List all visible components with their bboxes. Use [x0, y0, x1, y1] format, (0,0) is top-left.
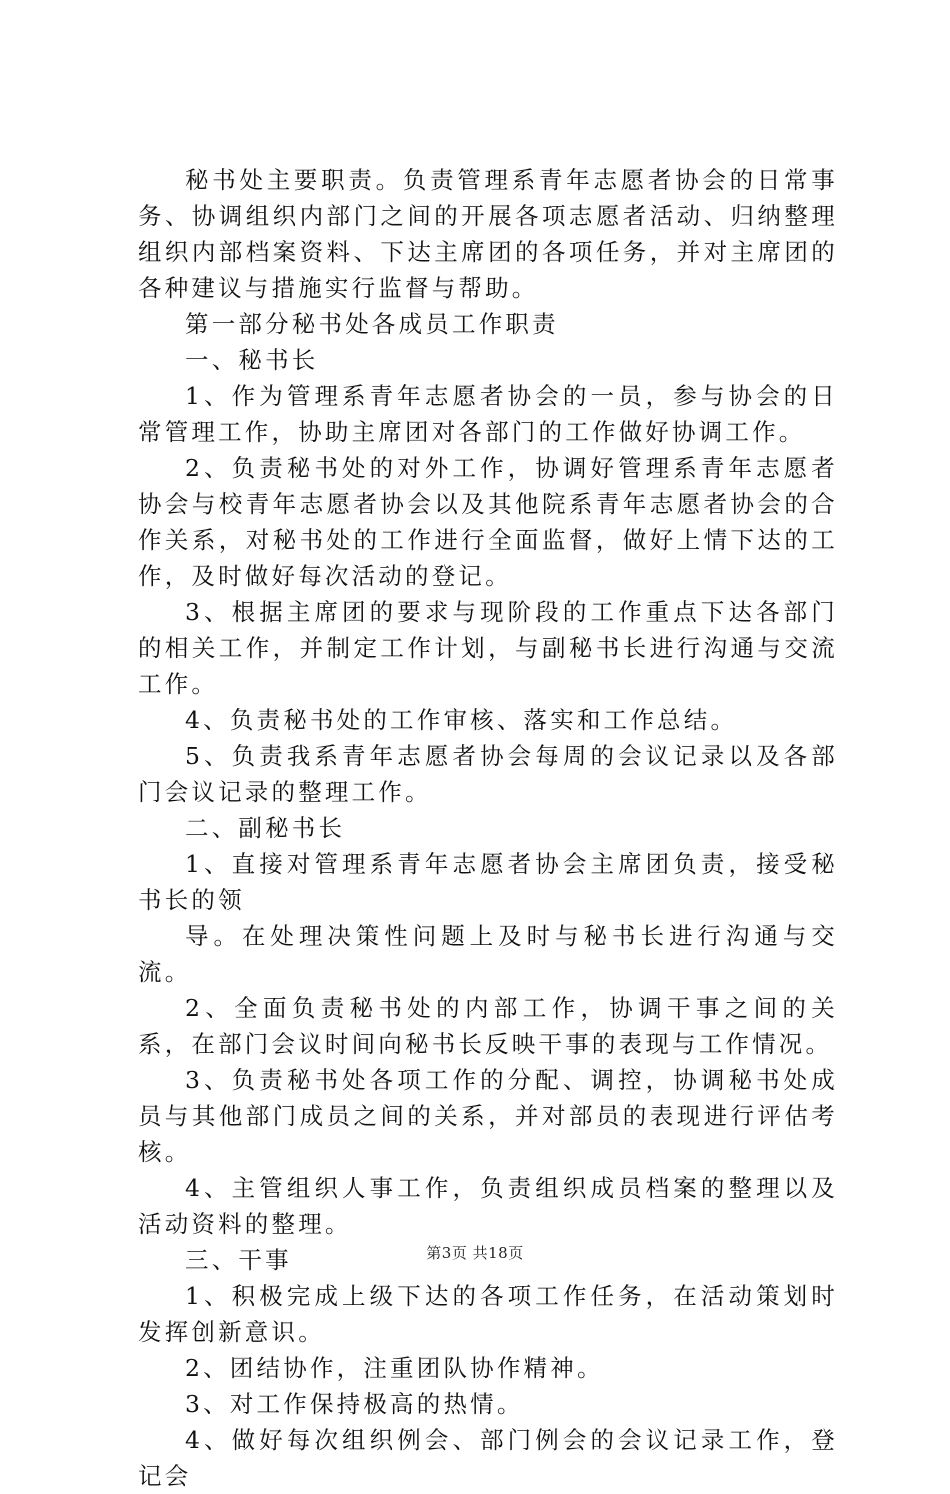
list-item: 1、积极完成上级下达的各项工作任务，在活动策划时发挥创新意识。: [138, 1282, 838, 1346]
list-item: 3、根据主席团的要求与现阶段的工作重点下达各部门的相关工作，并制定工作计划，与副秘书长进行沟通与交流工作。: [138, 598, 838, 698]
list-item: 3、对工作保持极高的热情。: [185, 1390, 524, 1418]
list-item: 4、主管组织人事工作，负责组织成员档案的整理以及活动资料的整理。: [138, 1174, 838, 1238]
list-item: 4、做好每次组织例会、部门例会的会议记录工作，登记会: [138, 1426, 838, 1490]
list-item: 2、全面负责秘书处的内部工作，协调干事之间的关系，在部门会议时间向秘书长反映干事的表现与工作情况。: [138, 994, 838, 1058]
subsection-heading-secretary-general: 一、秘书长: [185, 346, 319, 374]
list-item: 3、负责秘书处各项工作的分配、调控，协调秘书处成员与其他部门成员之间的关系，并对部员的表现进行评估考核。: [138, 1066, 838, 1166]
subsection-heading-deputy-secretary: 二、副秘书长: [185, 814, 346, 842]
paragraph-intro: 秘书处主要职责。负责管理系青年志愿者协会的日常事务、协调组织内部门之间的开展各项志愿者活动、归纳整理组织内部档案资料、下达主席团的各项任务，并对主席团的各种建议与措施实行监督与帮助。: [138, 166, 838, 302]
list-item: 1、直接对管理系青年志愿者协会主席团负责，接受秘书长的领: [138, 850, 838, 914]
section-heading: 第一部分秘书处各成员工作职责: [185, 310, 559, 338]
page-number-footer: 第3页 共18页: [426, 1244, 524, 1262]
list-item: 1、作为管理系青年志愿者协会的一员，参与协会的日常管理工作，协助主席团对各部门的工作做好协调工作。: [138, 382, 838, 446]
list-item-continuation: 导。在处理决策性问题上及时与秘书长进行沟通与交流。: [138, 922, 838, 986]
document-body: [138, 162, 838, 1494]
list-item: 5、负责我系青年志愿者协会每周的会议记录以及各部门会议记录的整理工作。: [138, 742, 838, 806]
subsection-heading-staff: 三、干事: [185, 1246, 292, 1274]
list-item: 2、负责秘书处的对外工作，协调好管理系青年志愿者协会与校青年志愿者协会以及其他院系青年志愿者协会的合作关系，对秘书处的工作进行全面监督，做好上情下达的工作，及时做好每次活动的登记。: [138, 454, 838, 590]
list-item: 2、团结协作，注重团队协作精神。: [185, 1354, 604, 1382]
list-item: 4、负责秘书处的工作审核、落实和工作总结。: [185, 706, 738, 734]
